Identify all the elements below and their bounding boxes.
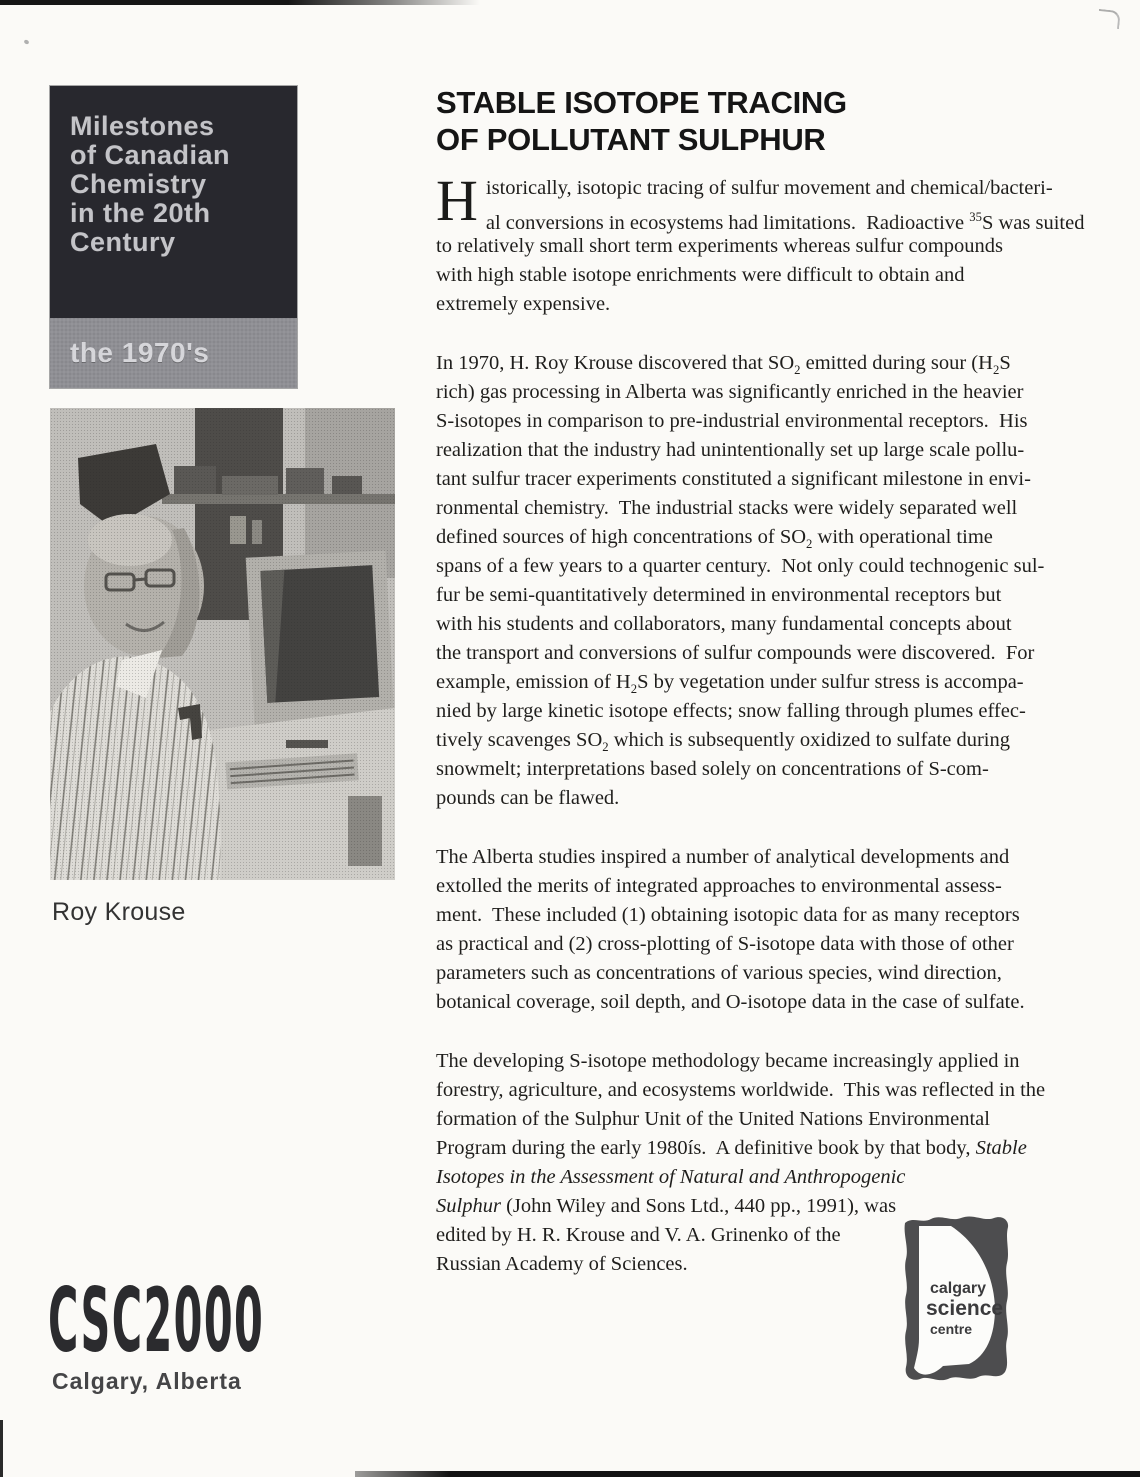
article-title-line2: OF POLLUTANT SULPHUR	[436, 122, 826, 157]
paragraph-1-text: istorically, isotopic tracing of sulfur movement and chemical/bacteri- al conversions in ecosystems had limitations. Radioactive $^{35}$S was suited to relatively small short term experiments whereas sulfur compounds with high stable isotope enrichments were difficult to obtain and extremely expensive.	[436, 177, 1085, 315]
drop-cap: H	[436, 168, 478, 233]
calgary-science-centre-logo	[898, 1211, 1018, 1385]
photo-background	[50, 408, 395, 880]
science-centre-text-science: science	[926, 1297, 1004, 1320]
scan-artifact-left-edge	[0, 1420, 3, 1477]
photo-wall-panel	[305, 408, 395, 578]
photo-collar	[116, 650, 162, 698]
scan-artifact-bottom-line	[355, 1471, 1140, 1477]
csc2000-location: Calgary, Alberta	[52, 1368, 242, 1394]
photo-caption: Roy Krouse	[52, 898, 186, 926]
photo-desk-drawer	[348, 796, 382, 866]
badge-title: Milestones of Canadian Chemistry in the 20th Century	[70, 111, 231, 257]
photo-pocket-object	[178, 704, 202, 740]
photo-dark-cabinet	[195, 408, 283, 620]
photo-illustration	[50, 408, 395, 880]
roy-krouse-photo	[50, 408, 395, 880]
photo-computer-monitor	[246, 550, 395, 729]
paragraph-3: The Alberta studies inspired a number of analytical developments and extolled the merits of integrated approaches to environmental assess- ment. These included (1) obtaining isotopic data for as many receptors as practical and (2) cross-plotting of S-isotope data with those of other parameters such as concentrations of various species, wind direction, botanical coverage, soil depth, and O-isotope data in the case of sulfate.	[436, 846, 1025, 1013]
science-centre-text-centre: centre	[930, 1321, 973, 1337]
photo-desk-object	[286, 740, 328, 748]
photo-lab-equipment	[174, 466, 362, 544]
photo-striped-shirt	[50, 656, 221, 880]
badge-era-band	[50, 318, 297, 388]
photo-glasses	[106, 570, 174, 590]
article	[436, 84, 1085, 1309]
photo-roy-krouse-figure	[50, 444, 221, 880]
paragraph-4: The developing S-isotope methodology became increasingly applied in forestry, agriculture, and ecosystems worldwide. This was reflected in the formation of the Sulphur Unit of the United Nations Environmental Program during the early 1980ís. A definitive book by that body, Stable Isotopes in the Assessment of Natural and Anthropogenic Sulphur (John Wiley and Sons Ltd., 440 pp., 1991), was edited by H. R. Krouse and V. A. Grinenko of the Russian Academy of Sciences.	[436, 1050, 1046, 1275]
article-title-line1: STABLE ISOTOPE TRACING	[436, 85, 847, 120]
photo-head	[84, 516, 204, 656]
science-centre-text-calgary: calgary	[930, 1280, 987, 1297]
photo-desk	[168, 708, 395, 880]
badge-era-label: the 1970's	[70, 337, 210, 368]
scan-artifact-speck	[23, 39, 29, 45]
photo-dark-shape	[78, 444, 170, 528]
photo-smile	[126, 622, 164, 631]
paragraph-2: In 1970, H. Roy Krouse discovered that $SO_2$ emitted during sour ($H_2S$ rich) gas processing in Alberta was significantly enriched in the heavier S-isotopes in comparison to pre-industrial environmental receptors. His realization that the industry had unintentionally set up large scale pollu- tant sulfur tracer experiments constituted a significant milestone in envi- ronmental chemistry. The industrial stacks were widely separated well defined sources of high concentrations of $SO_2$ with operational time spans of a few years to a quarter century. Not only could technogenic sul- fur be semi-quantitatively determined in environmental receptors but with his students and collaborators, many fundamental concepts about the transport and conversions of sulfur compounds were discovered. For example, emission of $H_2S$ by vegetation under sulfur stress is accompa- nied by large kinetic isotope effects; snow falling through plumes effec- tively scavenges $SO_2$ which is subsequently oxidized to sulfate during snowmelt; interpretations based solely on concentrations of S-com- pounds can be flawed.	[436, 352, 1045, 809]
csc2000-logo: CSC2000	[48, 1269, 265, 1372]
photo-shelf	[162, 494, 395, 504]
photo-keyboard	[225, 753, 359, 789]
article-title	[436, 84, 1036, 158]
scan-artifact-top-line	[0, 0, 480, 5]
scan-artifact-corner-mark	[1097, 9, 1121, 29]
milestones-badge	[50, 86, 297, 388]
paragraph-1	[436, 168, 1085, 319]
